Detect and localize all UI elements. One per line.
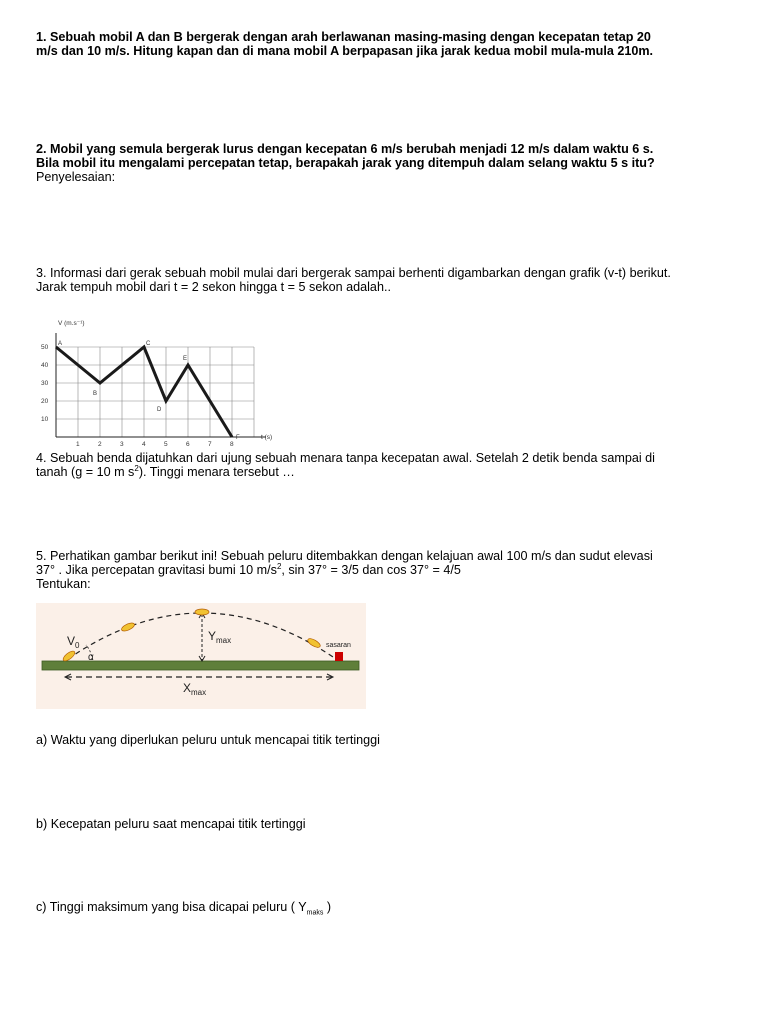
y-tick-label: 40 bbox=[41, 362, 49, 369]
question-4 bbox=[36, 451, 736, 479]
y-tick-label: 20 bbox=[41, 398, 49, 405]
x-tick-label: 7 bbox=[208, 441, 212, 448]
xmax-label: $X_{max}$ bbox=[183, 681, 207, 697]
target-label: sasaran bbox=[326, 642, 351, 649]
point-label: C bbox=[146, 341, 151, 347]
velocity-time-chart bbox=[36, 307, 286, 452]
question-2 bbox=[36, 142, 736, 184]
question-2-line-2: Bila mobil itu mengalami percepatan tetap, berapakah jarak yang ditempuh dalam selang waktu 5 s itu? bbox=[36, 156, 655, 170]
question-1 bbox=[36, 30, 736, 58]
question-2-line-1: 2. Mobil yang semula bergerak lurus dengan kecepatan 6 m/s berubah menjadi 12 m/s dalam waktu 6 s. bbox=[36, 142, 654, 156]
point-label: B bbox=[93, 391, 98, 397]
solution-label: Penyelesaian: bbox=[36, 170, 116, 184]
subscript: maks bbox=[306, 909, 324, 917]
x-tick-label: 5 bbox=[164, 441, 168, 448]
x-tick-label: 3 bbox=[120, 441, 124, 448]
chart-y-axis-label: V (m.s⁻¹) bbox=[58, 320, 85, 327]
part-a: a) Waktu yang diperlukan peluru untuk mencapai titik tertinggi bbox=[36, 733, 380, 747]
chart-x-axis-label: t (s) bbox=[261, 434, 273, 441]
part-b: b) Kecepatan peluru saat mencapai titik tertinggi bbox=[36, 817, 306, 831]
v0-label: $V_0$ bbox=[67, 634, 80, 650]
question-4-line-2-end: ). Tinggi menara tersebut … bbox=[138, 465, 295, 479]
question-1-line-1: 1. Sebuah mobil A dan B bergerak dengan arah berlawanan masing-masing dengan kecepatan tetap 20 bbox=[36, 30, 651, 44]
bullet-icon bbox=[195, 609, 209, 615]
alpha-label: α bbox=[88, 652, 94, 663]
question-5-line-2-start: 37° . Jika percepatan gravitasi bumi 10 m/s bbox=[36, 563, 277, 577]
point-label: A bbox=[58, 341, 63, 347]
y-tick-label: 10 bbox=[41, 416, 49, 423]
question-4-line-1: 4. Sebuah benda dijatuhkan dari ujung sebuah menara tanpa kecepatan awal. Setelah 2 detik benda sampai di bbox=[36, 451, 655, 465]
question-5-line-2-end: , sin 37° = 3/5 dan cos 37° = 4/5 bbox=[281, 563, 461, 577]
ymax-label: $Y_{max}$ bbox=[208, 629, 232, 645]
projectile-figure bbox=[36, 603, 366, 709]
question-3-line-2: Jarak tempuh mobil dari t = 2 sekon hingga t = 5 sekon adalah.. bbox=[36, 280, 391, 294]
exponent: 2 bbox=[276, 561, 282, 571]
target-icon bbox=[335, 652, 343, 661]
x-tick-label: 6 bbox=[186, 441, 190, 448]
x-tick-label: 8 bbox=[230, 441, 234, 448]
question-3-line-1: 3. Informasi dari gerak sebuah mobil mulai dari bergerak sampai berhenti digambarkan dengan grafik (v-t) berikut. bbox=[36, 266, 671, 280]
x-tick-label: 4 bbox=[142, 441, 146, 448]
part-c-end: ) bbox=[323, 900, 332, 914]
x-tick-label: 2 bbox=[98, 441, 102, 448]
question-5 bbox=[36, 549, 736, 591]
question-4-line-2 bbox=[36, 465, 736, 479]
question-1-line-2: m/s dan 10 m/s. Hitung kapan dan di mana mobil A berpapasan jika jarak kedua mobil mula-mula 210m. bbox=[36, 44, 654, 58]
question-3 bbox=[36, 266, 736, 294]
point-label: D bbox=[157, 407, 162, 413]
question-5-line-2 bbox=[36, 563, 736, 577]
y-tick-label: 50 bbox=[41, 344, 49, 351]
exponent: 2 bbox=[134, 463, 139, 473]
point-label: F bbox=[236, 435, 240, 441]
part-c-start: c) Tinggi maksimum yang bisa dicapai peluru ( Y bbox=[36, 900, 307, 914]
part-c bbox=[36, 900, 736, 917]
x-tick-label: 1 bbox=[76, 441, 80, 448]
question-5-line-1: 5. Perhatikan gambar berikut ini! Sebuah peluru ditembakkan dengan kelajuan awal 100 m/s dan sudut elevasi bbox=[36, 549, 653, 563]
point-label: E bbox=[183, 356, 188, 362]
y-tick-label: 30 bbox=[41, 380, 49, 387]
question-5-line-3: Tentukan: bbox=[36, 577, 91, 591]
question-4-line-2-start: tanah (g = 10 m s bbox=[36, 465, 135, 479]
